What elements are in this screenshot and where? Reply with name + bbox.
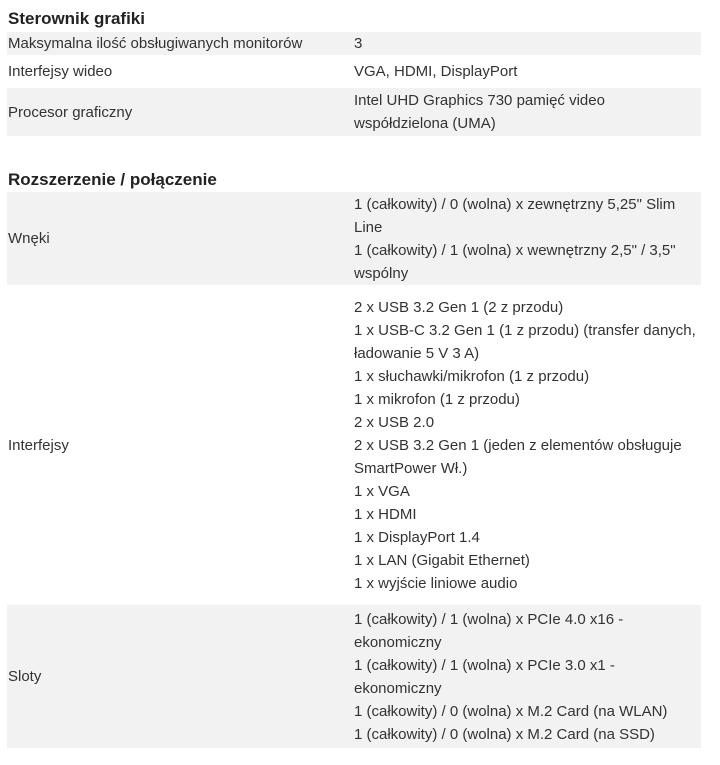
section-title-expansion: Rozszerzenie / połączenie [8,170,217,189]
spec-value-line: 3 [354,35,363,52]
spec-value [354,89,684,135]
spec-label: Procesor graficzny [8,103,133,121]
spec-value-line: Intel UHD Graphics 730 pamięć video współdzielona (UMA) [354,92,605,132]
spec-value-line: 1 (całkowity) / 0 (wolna) x zewnętrzny 5,25" Slim Line [354,195,676,236]
spec-row-slots [7,605,701,748]
spec-value-line: 1 x USB-C 3.2 Gen 1 (1 z przodu) (transfer danych, ładowanie 5 V 3 A) [354,321,696,362]
spec-value-line: 2 x USB 3.2 Gen 1 (2 z przodu) [354,298,564,316]
spec-value-line: 2 x USB 3.2 Gen 1 (jeden z elementów obsługuje SmartPower Wł.) [354,436,682,477]
spec-label: Interfejsy wideo [8,63,113,80]
spec-value-line: 1 x HDMI [354,505,417,523]
spec-value-line: 1 x słuchawki/mikrofon (1 z przodu) [354,367,590,385]
spec-value-line: 2 x USB 2.0 [354,413,435,431]
spec-label: Sloty [8,668,42,685]
spec-row-video-interfaces [7,55,701,88]
spec-value [354,60,701,83]
spec-value-line: VGA, HDMI, DisplayPort [354,63,518,80]
spec-label: Wnęki [8,230,50,247]
spec-row-gpu [7,88,701,136]
spec-label: Maksymalna ilość obsługiwanych monitorów [8,35,303,52]
section-graphics [7,7,701,136]
spec-value-line: 1 x LAN (Gigabit Ethernet) [354,551,530,569]
spec-value [354,608,689,746]
spec-value-line: 1 x VGA [354,482,410,500]
spec-row-interfaces [7,285,701,605]
spec-value [354,32,701,55]
spec-row-bays [7,192,701,285]
spec-value-line: 1 x mikrofon (1 z przodu) [354,390,520,408]
spec-row-max-monitors [7,32,701,55]
spec-value-line: 1 x wyjście liniowe audio [354,574,518,592]
spec-value [354,193,694,285]
spec-value-line: 1 (całkowity) / 0 (wolna) x M.2 Card (na WLAN) [354,702,668,720]
spec-value-line: 1 (całkowity) / 0 (wolna) x M.2 Card (na SSD) [354,725,655,743]
section-title-graphics: Sterownik grafiki [8,9,145,28]
spec-value-line: 1 (całkowity) / 1 (wolna) x wewnętrzny 2,5" / 3,5" wspólny [354,241,676,282]
spec-value-line: 1 (całkowity) / 1 (wolna) x PCIe 4.0 x16 - ekonomiczny [354,610,624,651]
spec-value [354,296,699,595]
spec-value-line: 1 x DisplayPort 1.4 [354,528,480,546]
spec-label: Interfejsy [8,436,69,454]
spec-value-line: 1 (całkowity) / 1 (wolna) x PCIe 3.0 x1 - ekonomiczny [354,656,615,697]
section-expansion [7,168,701,748]
